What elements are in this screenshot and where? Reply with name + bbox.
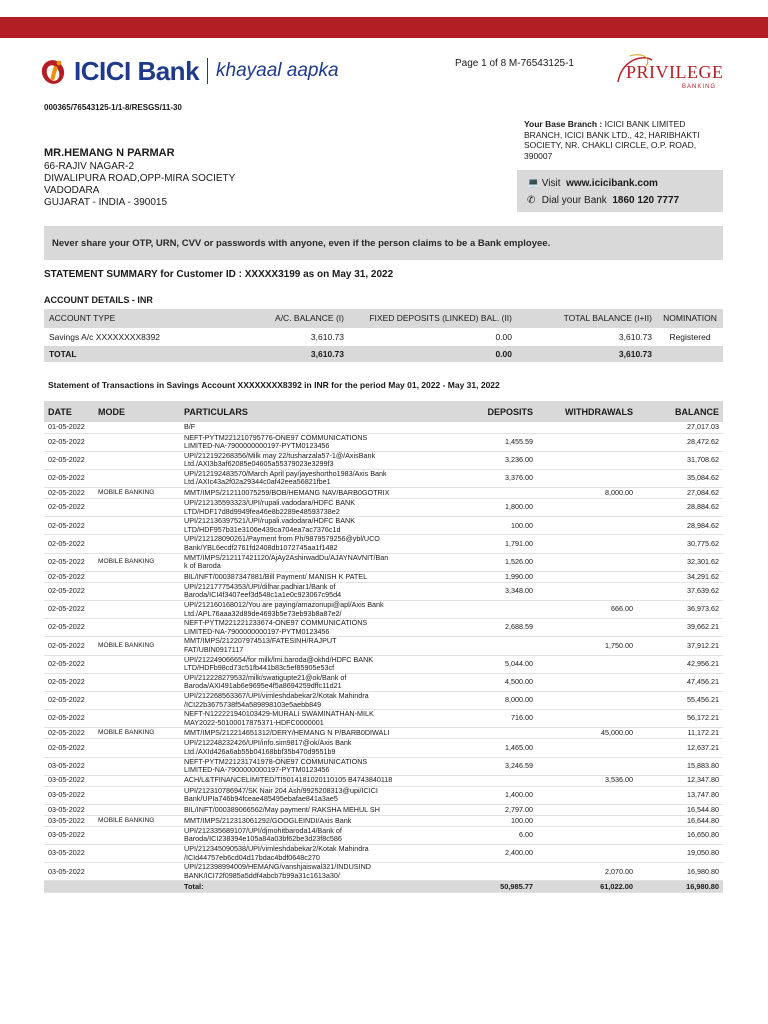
txn-date: 03-05-2022 bbox=[44, 775, 94, 786]
txn-date: 02-05-2022 bbox=[44, 637, 94, 655]
total-total-balance: 3,610.73 bbox=[517, 345, 657, 362]
txn-balance: 27,017.03 bbox=[637, 422, 723, 433]
txn-balance: 12,347.80 bbox=[637, 775, 723, 786]
dial-row bbox=[527, 192, 723, 209]
txn-particulars: MMT/IMPS/212313061292/GOOGLEINDI/Axis Bank bbox=[180, 815, 449, 826]
txn-balance: 16,644.80 bbox=[637, 815, 723, 826]
txn-withdrawal bbox=[537, 499, 637, 517]
txn-total-label: Total: bbox=[180, 881, 449, 893]
txn-particulars: UPI/212398994009/HEMANG/vanshjaiswal321/INDUSIND BANK/ICI72f0985a5ddf4abcb7b99a31c1613a30/ bbox=[180, 863, 449, 881]
txn-balance: 56,172.21 bbox=[637, 710, 723, 728]
txn-balance: 13,747.80 bbox=[637, 786, 723, 804]
txn-date: 02-05-2022 bbox=[44, 739, 94, 757]
bank-logo bbox=[40, 52, 339, 90]
txn-particulars: NEFT-PYTM221221233674-ONE97 COMMUNICATIONS LIMITED-NA-7900000000197-PYTM0123456 bbox=[180, 619, 449, 637]
txn-withdrawal bbox=[537, 553, 637, 571]
transaction-row bbox=[44, 710, 723, 728]
txn-balance: 35,084.62 bbox=[637, 469, 723, 487]
total-balance: 3,610.73 bbox=[517, 328, 657, 345]
txn-withdrawal bbox=[537, 451, 637, 469]
txn-deposit: 3,246.59 bbox=[449, 757, 537, 775]
account-table-header bbox=[44, 309, 723, 328]
txn-balance: 31,708.62 bbox=[637, 451, 723, 469]
txn-mode bbox=[94, 710, 180, 728]
txn-balance: 16,980.80 bbox=[637, 863, 723, 881]
col-date: DATE bbox=[44, 401, 94, 422]
txn-date: 02-05-2022 bbox=[44, 488, 94, 499]
txn-date: 03-05-2022 bbox=[44, 804, 94, 815]
txn-withdrawal bbox=[537, 535, 637, 553]
txn-date: 03-05-2022 bbox=[44, 863, 94, 881]
txn-date: 02-05-2022 bbox=[44, 582, 94, 600]
txn-mode bbox=[94, 655, 180, 673]
total-ac-balance: 3,610.73 bbox=[226, 345, 349, 362]
txn-deposit bbox=[449, 637, 537, 655]
txn-balance: 27,084.62 bbox=[637, 488, 723, 499]
account-details-title: ACCOUNT DETAILS - INR bbox=[44, 295, 153, 305]
transaction-row bbox=[44, 655, 723, 673]
txn-mode bbox=[94, 863, 180, 881]
txn-date: 02-05-2022 bbox=[44, 451, 94, 469]
txn-particulars: UPI/212128090261/Payment from Ph/9879579256@ybl/UCO Bank/YBL6ecdf2761fd2408db1072745aa1f1482 bbox=[180, 535, 449, 553]
txn-mode bbox=[94, 499, 180, 517]
col-ac-balance: A/C. BALANCE (I) bbox=[226, 309, 349, 328]
txn-deposit: 3,236.00 bbox=[449, 451, 537, 469]
col-fd-balance: FIXED DEPOSITS (LINKED) BAL. (II) bbox=[349, 309, 517, 328]
statement-title: Statement of Transactions in Savings Account XXXXXXXX8392 in INR for the period May 01, 2022 - May 31, 2022 bbox=[48, 380, 500, 390]
txn-withdrawal: 1,750.00 bbox=[537, 637, 637, 655]
transaction-row bbox=[44, 673, 723, 691]
txn-deposit: 1,791.00 bbox=[449, 535, 537, 553]
txn-mode bbox=[94, 739, 180, 757]
txn-deposit: 2,797.00 bbox=[449, 804, 537, 815]
page-info: Page 1 of 8 M-76543125-1 bbox=[455, 58, 574, 69]
transaction-row bbox=[44, 422, 723, 433]
transaction-row bbox=[44, 826, 723, 844]
txn-deposit: 100.00 bbox=[449, 815, 537, 826]
transactions-total-row bbox=[44, 881, 723, 893]
total-spacer-date bbox=[44, 881, 94, 893]
txn-deposit: 100.00 bbox=[449, 517, 537, 535]
txn-deposit: 5,044.00 bbox=[449, 655, 537, 673]
txn-particulars: BIL/INFT/000389066562/May payment/ RAKSHA MEHUL SH bbox=[180, 804, 449, 815]
txn-mode bbox=[94, 826, 180, 844]
transaction-row bbox=[44, 469, 723, 487]
txn-date: 01-05-2022 bbox=[44, 422, 94, 433]
transaction-row bbox=[44, 691, 723, 709]
customer-name: MR.HEMANG N PARMAR bbox=[44, 147, 175, 159]
txn-mode bbox=[94, 757, 180, 775]
txn-withdrawal bbox=[537, 433, 637, 451]
txn-mode bbox=[94, 691, 180, 709]
transaction-row bbox=[44, 775, 723, 786]
address-line-2: DIWALIPURA ROAD,OPP-MIRA SOCIETY bbox=[44, 173, 236, 184]
txn-particulars: UPI/212192483570/March April pay/jayeshortho1983/Axis Bank Ltd./AXIc43a2f02a29344c0af42eea56821fbe1 bbox=[180, 469, 449, 487]
base-branch bbox=[524, 119, 724, 161]
txn-deposit: 3,376.00 bbox=[449, 469, 537, 487]
txn-withdrawal: 8,000.00 bbox=[537, 488, 637, 499]
txn-balance: 32,301.62 bbox=[637, 553, 723, 571]
txn-particulars: UPI/212160168012/You are paying/amazonupi@apl/Axis Bank Ltd./APL76aaa32d89de4693b5e73eb93b8a87e2/ bbox=[180, 601, 449, 619]
txn-deposit: 716.00 bbox=[449, 710, 537, 728]
txn-date: 02-05-2022 bbox=[44, 499, 94, 517]
txn-mode bbox=[94, 451, 180, 469]
txn-particulars: UPI/212248232426/UPI/info.sim9817@ok/Axis Bank Ltd./AXId426a6ab55b04168bbf35b470d9551b9 bbox=[180, 739, 449, 757]
col-particulars: PARTICULARS bbox=[180, 401, 449, 422]
txn-balance: 36,973.62 bbox=[637, 601, 723, 619]
txn-withdrawal bbox=[537, 691, 637, 709]
branch-address: ICICI BANK LIMITED BRANCH, ICICI BANK LTD., 42, HARIBHAKTI SOCIETY, NR. CHAKLI CIRCLE, O.P. ROAD, 390007 bbox=[524, 119, 700, 161]
col-nomination: NOMINATION bbox=[657, 309, 723, 328]
txn-mode bbox=[94, 619, 180, 637]
txn-date: 02-05-2022 bbox=[44, 469, 94, 487]
transaction-row bbox=[44, 451, 723, 469]
txn-withdrawal bbox=[537, 739, 637, 757]
txn-balance: 37,912.21 bbox=[637, 637, 723, 655]
txn-mode bbox=[94, 775, 180, 786]
account-row bbox=[44, 328, 723, 345]
txn-particulars: UPI/212310786947/SK Nair 204 Ash/9925208313@upi/ICICI Bank/UPIa746b94fceae485495ebafae841a3ae5 bbox=[180, 786, 449, 804]
txn-total-balance: 16,980.80 bbox=[637, 881, 723, 893]
txn-deposit bbox=[449, 422, 537, 433]
txn-deposit: 2,688.59 bbox=[449, 619, 537, 637]
statement-reference: 000365/76543125-1/1-8/RESGS/11-30 bbox=[44, 103, 182, 112]
transaction-row bbox=[44, 582, 723, 600]
txn-deposit: 1,400.00 bbox=[449, 786, 537, 804]
txn-withdrawal: 666.00 bbox=[537, 601, 637, 619]
transaction-row bbox=[44, 804, 723, 815]
txn-date: 03-05-2022 bbox=[44, 757, 94, 775]
txn-mode: MOBILE BANKING bbox=[94, 637, 180, 655]
txn-date: 02-05-2022 bbox=[44, 691, 94, 709]
txn-deposit: 3,348.00 bbox=[449, 582, 537, 600]
txn-particulars: MMT/IMPS/212207974513/FATESINH/RAJPUT FAT/UBIN0917117 bbox=[180, 637, 449, 655]
transaction-row bbox=[44, 637, 723, 655]
txn-withdrawal: 3,536.00 bbox=[537, 775, 637, 786]
txn-withdrawal: 45,000.00 bbox=[537, 728, 637, 739]
nomination: Registered bbox=[657, 328, 723, 345]
txn-mode bbox=[94, 845, 180, 863]
txn-particulars: NEFT-N122221940103429-MURALI SWAMINATHAN-MILK MAY2022-50100017875371-HDFC0000001 bbox=[180, 710, 449, 728]
txn-withdrawal bbox=[537, 655, 637, 673]
phone-number: 1860 120 7777 bbox=[612, 195, 680, 206]
transaction-row bbox=[44, 553, 723, 571]
txn-withdrawal bbox=[537, 673, 637, 691]
txn-balance: 12,637.21 bbox=[637, 739, 723, 757]
account-type: Savings A/c XXXXXXXX8392 bbox=[44, 328, 226, 345]
txn-particulars: MMT/IMPS/212110075259/BOB/HEMANG NAV/BARB0GOTRIX bbox=[180, 488, 449, 499]
txn-date: 02-05-2022 bbox=[44, 571, 94, 582]
logo-divider bbox=[207, 58, 208, 84]
txn-withdrawal bbox=[537, 815, 637, 826]
txn-balance: 16,544.80 bbox=[637, 804, 723, 815]
txn-mode bbox=[94, 433, 180, 451]
txn-balance: 28,984.62 bbox=[637, 517, 723, 535]
txn-mode: MOBILE BANKING bbox=[94, 553, 180, 571]
transaction-row bbox=[44, 499, 723, 517]
txn-withdrawal bbox=[537, 710, 637, 728]
txn-total-withdrawals: 61,022.00 bbox=[537, 881, 637, 893]
privilege-banking-logo bbox=[612, 52, 736, 94]
privilege-sub: BANKING bbox=[682, 84, 717, 90]
transaction-row bbox=[44, 786, 723, 804]
icici-logo-icon bbox=[40, 56, 70, 86]
txn-particulars: MMT/IMPS/212214651312/DERY/HEMANG N P/BARB0DIWALI bbox=[180, 728, 449, 739]
txn-date: 03-05-2022 bbox=[44, 815, 94, 826]
total-label: TOTAL bbox=[44, 345, 226, 362]
txn-date: 03-05-2022 bbox=[44, 845, 94, 863]
address-line-1: 66-RAJIV NAGAR-2 bbox=[44, 161, 135, 172]
txn-particulars: UPI/212335689107/UPI/djmohitbaroda14/Bank of Baroda/ICI238394e105a84a03bf62be3d23f8c586 bbox=[180, 826, 449, 844]
txn-deposit: 1,800.00 bbox=[449, 499, 537, 517]
account-summary-table bbox=[44, 309, 723, 363]
transaction-row bbox=[44, 517, 723, 535]
transaction-row bbox=[44, 571, 723, 582]
transaction-row bbox=[44, 863, 723, 881]
txn-date: 02-05-2022 bbox=[44, 433, 94, 451]
txn-deposit: 1,990.00 bbox=[449, 571, 537, 582]
txn-particulars: B/F bbox=[180, 422, 449, 433]
computer-icon: 💻 bbox=[527, 178, 540, 189]
txn-particulars: UPI/212268563367/UPI/vimleshdabekar2/Kotak Mahindra /ICI22b3675738f54a589898103e5aebb849 bbox=[180, 691, 449, 709]
transaction-row bbox=[44, 757, 723, 775]
txn-deposit: 8,000.00 bbox=[449, 691, 537, 709]
txn-particulars: ACH/L&TFINANCELIMITED/TI5014181020110105 B4743840118 bbox=[180, 775, 449, 786]
transaction-row bbox=[44, 728, 723, 739]
account-total-row bbox=[44, 345, 723, 362]
txn-withdrawal: 2,070.00 bbox=[537, 863, 637, 881]
txn-balance: 28,884.62 bbox=[637, 499, 723, 517]
txn-deposit bbox=[449, 863, 537, 881]
transaction-row bbox=[44, 739, 723, 757]
txn-deposit bbox=[449, 775, 537, 786]
txn-date: 02-05-2022 bbox=[44, 710, 94, 728]
total-spacer-mode bbox=[94, 881, 180, 893]
txn-mode: MOBILE BANKING bbox=[94, 488, 180, 499]
txn-date: 02-05-2022 bbox=[44, 553, 94, 571]
transaction-row bbox=[44, 601, 723, 619]
privilege-word: PRIVILEGE bbox=[626, 62, 724, 82]
txn-deposit bbox=[449, 601, 537, 619]
transaction-row bbox=[44, 535, 723, 553]
txn-mode bbox=[94, 469, 180, 487]
txn-mode bbox=[94, 517, 180, 535]
col-withdrawals: WITHDRAWALS bbox=[537, 401, 637, 422]
txn-withdrawal bbox=[537, 517, 637, 535]
txn-particulars: UPI/212192268356/Milk may 22/tusharzala57-1@/AxisBank Ltd./AXI3b3af62085e04605a55379023e3299f3 bbox=[180, 451, 449, 469]
txn-withdrawal bbox=[537, 422, 637, 433]
txn-mode bbox=[94, 571, 180, 582]
col-mode: MODE bbox=[94, 401, 180, 422]
txn-date: 03-05-2022 bbox=[44, 786, 94, 804]
txn-particulars: UPI/212135593323/UPI/rupali.vadodara/HDFC BANK LTD/HDF17d8d9949fea46e8b2289e48593738e2 bbox=[180, 499, 449, 517]
total-nomination bbox=[657, 345, 723, 362]
txn-withdrawal bbox=[537, 757, 637, 775]
transactions-table bbox=[44, 401, 723, 893]
transaction-row bbox=[44, 488, 723, 499]
txn-withdrawal bbox=[537, 619, 637, 637]
txn-withdrawal bbox=[537, 786, 637, 804]
txn-date: 02-05-2022 bbox=[44, 517, 94, 535]
txn-withdrawal bbox=[537, 571, 637, 582]
transaction-row bbox=[44, 815, 723, 826]
txn-deposit bbox=[449, 488, 537, 499]
txn-date: 03-05-2022 bbox=[44, 826, 94, 844]
txn-balance: 47,456.21 bbox=[637, 673, 723, 691]
txn-mode bbox=[94, 804, 180, 815]
txn-deposit: 2,400.00 bbox=[449, 845, 537, 863]
txn-particulars: BIL/INFT/000387347881/Bill Payment/ MANISH K PATEL bbox=[180, 571, 449, 582]
txn-mode bbox=[94, 601, 180, 619]
col-account-type: ACCOUNT TYPE bbox=[44, 309, 226, 328]
transaction-row bbox=[44, 619, 723, 637]
txn-deposit bbox=[449, 728, 537, 739]
txn-particulars: UPI/212345090538/UPI/vimleshdabekar2/Kotak Mahindra /ICId44757eb6cd04d17bdac4bdf0648c270 bbox=[180, 845, 449, 863]
txn-deposit: 1,465.00 bbox=[449, 739, 537, 757]
txn-balance: 37,639.62 bbox=[637, 582, 723, 600]
customer-address bbox=[44, 147, 235, 209]
txn-balance: 16,650.80 bbox=[637, 826, 723, 844]
bank-tagline: khayaal aapka bbox=[216, 60, 339, 81]
visit-label: Visit bbox=[541, 178, 561, 189]
transaction-row bbox=[44, 845, 723, 863]
address-line-3: VADODARA bbox=[44, 185, 100, 196]
phone-icon: ✆ bbox=[527, 195, 536, 206]
txn-date: 02-05-2022 bbox=[44, 601, 94, 619]
txn-particulars: UPI/212249066654/for milk/lmi.baroda@okhd/HDFC BANK LTD/HDFb98cd73c51fb441b83c5ef85905e53cf bbox=[180, 655, 449, 673]
txn-balance: 30,775.62 bbox=[637, 535, 723, 553]
col-deposits: DEPOSITS bbox=[449, 401, 537, 422]
txn-particulars: UPI/212228279532/milk/swatigupte21@ok/Bank of Baroda/AXI491ab6e9695e4f5a8694259dffc11d21 bbox=[180, 673, 449, 691]
txn-balance: 11,172.21 bbox=[637, 728, 723, 739]
txn-mode: MOBILE BANKING bbox=[94, 815, 180, 826]
ac-balance: 3,610.73 bbox=[226, 328, 349, 345]
txn-date: 02-05-2022 bbox=[44, 619, 94, 637]
txn-mode bbox=[94, 582, 180, 600]
txn-particulars: UPI/212177754353/UPI/dilhar.padhiar1/Bank of Baroda/ICI4f3407eef3d548c1a1e0c923067c95d4 bbox=[180, 582, 449, 600]
txn-deposit: 1,455.59 bbox=[449, 433, 537, 451]
col-total-balance: TOTAL BALANCE (I+II) bbox=[517, 309, 657, 328]
txn-withdrawal bbox=[537, 826, 637, 844]
transaction-row bbox=[44, 433, 723, 451]
txn-withdrawal bbox=[537, 582, 637, 600]
txn-date: 02-05-2022 bbox=[44, 535, 94, 553]
contact-box bbox=[517, 170, 723, 212]
website-link[interactable]: www.icicibank.com bbox=[566, 178, 658, 189]
bank-name: ICICI Bank bbox=[74, 55, 200, 86]
txn-date: 02-05-2022 bbox=[44, 655, 94, 673]
txn-mode bbox=[94, 422, 180, 433]
txn-particulars: MMT/IMPS/212117421120/AjAy2AshirwadDu/AJAYNAVNIT/Ban k of Baroda bbox=[180, 553, 449, 571]
txn-mode bbox=[94, 535, 180, 553]
txn-balance: 28,472.62 bbox=[637, 433, 723, 451]
security-warning: Never share your OTP, URN, CVV or passwords with anyone, even if the person claims to be a Bank employee. bbox=[44, 226, 723, 260]
txn-balance: 39,662.21 bbox=[637, 619, 723, 637]
txn-mode: MOBILE BANKING bbox=[94, 728, 180, 739]
visit-row bbox=[527, 175, 723, 192]
dial-label: Dial your Bank bbox=[541, 195, 607, 206]
txn-balance: 42,956.21 bbox=[637, 655, 723, 673]
txn-mode bbox=[94, 673, 180, 691]
txn-withdrawal bbox=[537, 469, 637, 487]
txn-particulars: UPI/212136397521/UPI/rupali.vadodara/HDFC BANK LTD/HDF957b31e3106e439ca704ea7ac7376c1d bbox=[180, 517, 449, 535]
summary-title: STATEMENT SUMMARY for Customer ID : XXXXX3199 as on May 31, 2022 bbox=[44, 269, 394, 280]
txn-withdrawal bbox=[537, 845, 637, 863]
txn-particulars: NEFT-PYTM221231741978-ONE97 COMMUNICATIONS LIMITED-NA-7900000000197-PYTM0123456 bbox=[180, 757, 449, 775]
transactions-header bbox=[44, 401, 723, 422]
address-line-4: GUJARAT - INDIA - 390015 bbox=[44, 197, 168, 208]
txn-deposit: 6.00 bbox=[449, 826, 537, 844]
txn-balance: 19,050.80 bbox=[637, 845, 723, 863]
txn-balance: 34,291.62 bbox=[637, 571, 723, 582]
branch-label: Your Base Branch : bbox=[524, 119, 603, 129]
brand-bar bbox=[0, 17, 768, 38]
txn-particulars: NEFT-PYTM221210795776-ONE97 COMMUNICATIONS LIMITED-NA-7900000000197-PYTM0123456 bbox=[180, 433, 449, 451]
txn-deposit: 4,500.00 bbox=[449, 673, 537, 691]
txn-balance: 15,883.80 bbox=[637, 757, 723, 775]
txn-withdrawal bbox=[537, 804, 637, 815]
txn-balance: 55,456.21 bbox=[637, 691, 723, 709]
txn-deposit: 1,526.00 bbox=[449, 553, 537, 571]
txn-total-deposits: 50,985.77 bbox=[449, 881, 537, 893]
txn-date: 02-05-2022 bbox=[44, 728, 94, 739]
col-balance: BALANCE bbox=[637, 401, 723, 422]
txn-date: 02-05-2022 bbox=[44, 673, 94, 691]
fd-balance: 0.00 bbox=[349, 328, 517, 345]
txn-mode bbox=[94, 786, 180, 804]
total-fd-balance: 0.00 bbox=[349, 345, 517, 362]
